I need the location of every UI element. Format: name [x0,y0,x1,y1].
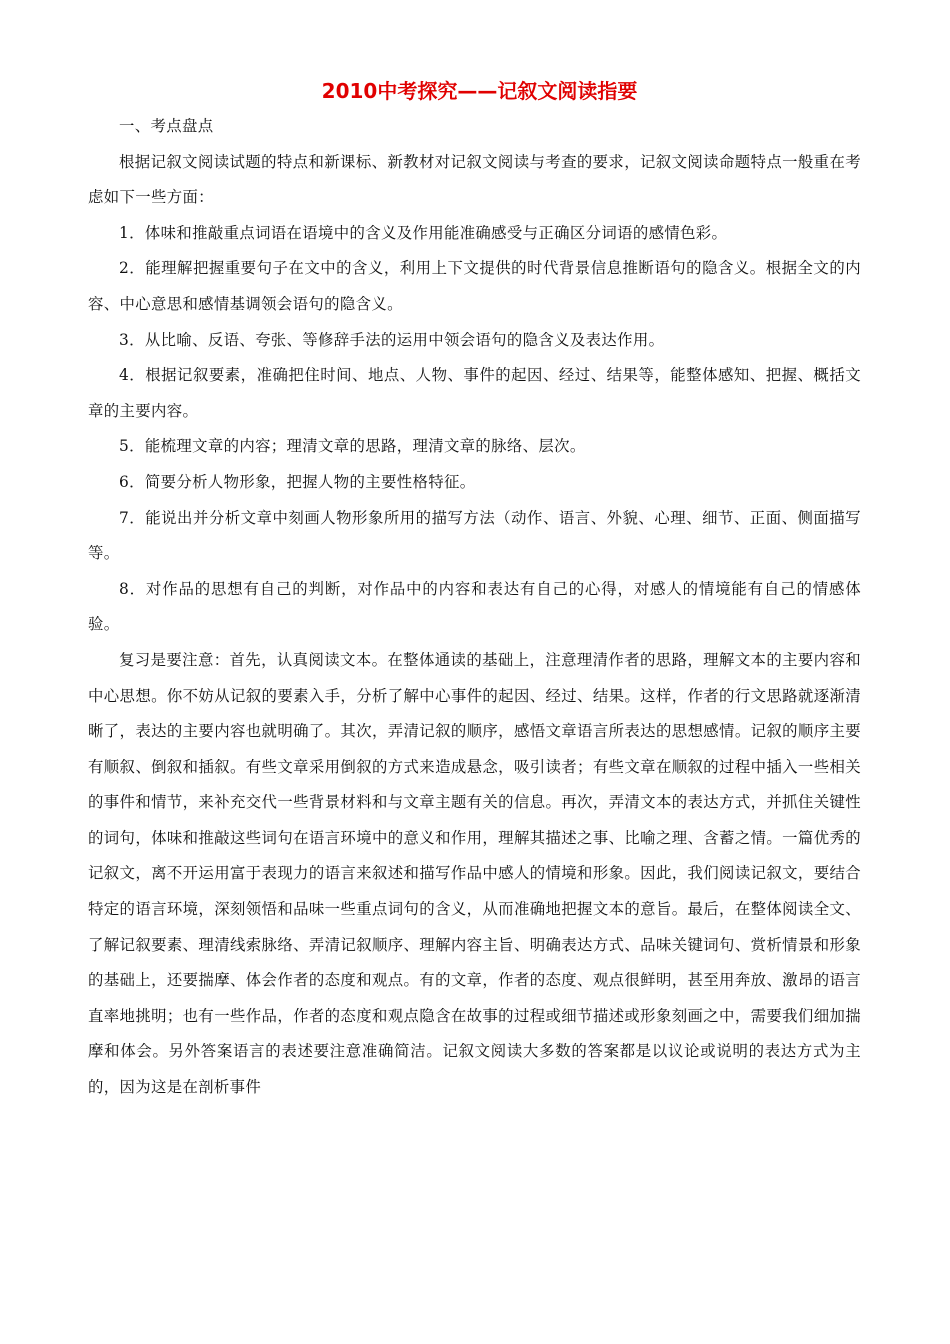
point-item-1: 1．体味和推敲重点词语在语境中的含义及作用能准确感受与正确区分词语的感情色彩。 [119,223,728,242]
point-item-2: 2．能理解把握重要句子在文中的含义，利用上下文提供的时代背景信息推断语句的隐含义。根据全文的内容、中心意思和感情基调领会语句的隐含义。 [88,259,861,313]
point-item-6: 6．简要分析人物形象，把握人物的主要性格特征。 [119,472,476,491]
point-item-3: 3．从比喻、反语、夸张、等修辞手法的运用中领会语句的隐含义及表达作用。 [119,330,665,349]
point-item-4: 4．根据记叙要素，准确把住时间、地点、人物、事件的起因、经过、结果等，能整体感知、把握、概括文章的主要内容。 [88,366,861,420]
document-page [88,74,861,1106]
point-item-8: 8．对作品的思想有自己的判断，对作品中的内容和表达有自己的心得，对感人的情境能有自己的情感体验。 [88,579,861,634]
point-item-7: 7．能说出并分析文章中刻画人物形象所用的描写方法（动作、语言、外貌、心理、细节、正面、侧面描写等。 [88,508,861,563]
intro-paragraph: 根据记叙文阅读试题的特点和新课标、新教材对记叙文阅读与考查的要求，记叙文阅读命题特点一般重在考虑如下一些方面： [88,152,861,207]
section-heading: 一、考点盘点 [119,117,214,135]
document-title: 2010中考探究——记叙文阅读指要 [321,79,638,103]
review-paragraph: 复习是要注意：首先，认真阅读文本。在整体通读的基础上，注意理清作者的思路，理解文本的主要内容和中心思想。你不妨从记叙的要素入手，分析了解中心事件的起因、经过、结果。这样，作者的行文思路就逐渐清晰了，表达的主要内容也就明确了。其次，弄清记叙的顺序，感悟文章语言所表达的思想感情。记叙的顺序主要有顺叙、倒叙和插叙。有些文章采用倒叙的方式来造成悬念，吸引读者；有些文章在顺叙的过程中插入一些相关的事件和情节，来补充交代一些背景材料和与文章主题有关的信息。再次，弄清文本的表达方式，并抓住关键性的词句，体味和推敲这些词句在语言环境中的意义和作用，理解其描述之事、比喻之理、含蓄之情。一篇优秀的记叙文，离不开运用富于表现力的语言来叙述和描写作品中感人的情境和形象。因此，我们阅读记叙文，要结合特定的语言环境，深刻领悟和品味一些重点词句的含义，从而准确地把握文本的意旨。最后，在整体阅读全文、了解记叙要素、理清线索脉络、弄清记叙顺序、理解内容主旨、明确表达方式、品味关键词句、赏析情景和形象的基础上，还要揣摩、体会作者的态度和观点。有的文章，作者的态度、观点很鲜明，甚至用奔放、激昂的语言直率地挑明；也有一些作品，作者的态度和观点隐含在故事的过程或细节描述或形象刻画之中，需要我们细加揣摩和体会。另外答案语言的表述要注意准确简洁。记叙文阅读大多数的答案都是以议论或说明的表达方式为主的，因为这是在剖析事件 [88,650,861,1097]
point-item-5: 5．能梳理文章的内容；理清文章的思路，理清文章的脉络、层次。 [119,437,586,456]
